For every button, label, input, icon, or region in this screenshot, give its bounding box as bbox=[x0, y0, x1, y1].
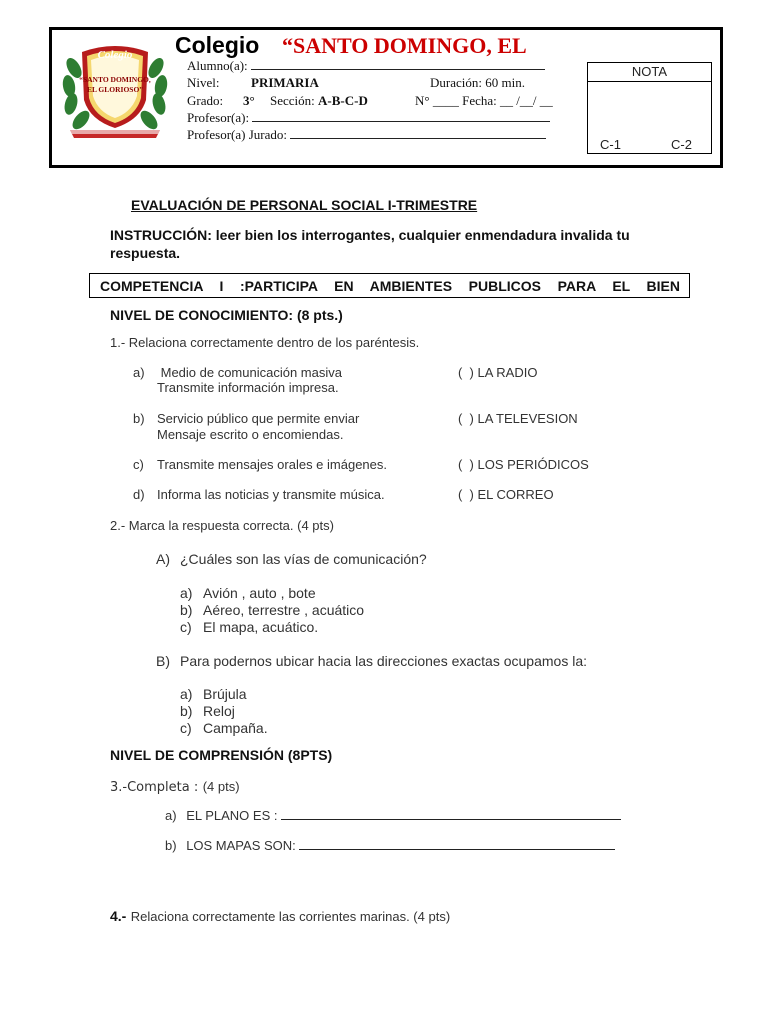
alumno-row bbox=[187, 58, 545, 74]
profesor-label: Profesor(a): bbox=[187, 110, 250, 125]
q4-number: 4.- bbox=[110, 908, 127, 924]
q2a-option-c-letter: c) bbox=[180, 619, 192, 635]
nivel-label: Nivel: bbox=[187, 75, 220, 90]
exam-title: EVALUACIÓN DE PERSONAL SOCIAL I-TRIMESTRE bbox=[131, 197, 478, 213]
q1-item-a-line2: Transmite información impresa. bbox=[157, 380, 339, 395]
q2b-label: B) bbox=[156, 653, 170, 669]
q1-item-a-line1: Medio de comunicación masiva bbox=[157, 365, 342, 380]
q3-item-b-letter: b) bbox=[165, 838, 177, 853]
q1-answer-television[interactable]: ( ) LA TELEVESION bbox=[458, 411, 578, 426]
q2b-option-c-letter: c) bbox=[180, 720, 192, 736]
q2a-label: A) bbox=[156, 551, 170, 567]
q1-answer-periodicos[interactable]: ( ) LOS PERIÓDICOS bbox=[458, 457, 589, 472]
nota-label: NOTA bbox=[588, 63, 711, 82]
q2b-question: Para podernos ubicar hacia las direcciones exactas ocupamos la: bbox=[180, 653, 588, 669]
q3-prompt bbox=[110, 778, 240, 796]
seccion-value: A-B-C-D bbox=[318, 93, 368, 108]
c1-label: C-1 bbox=[600, 137, 621, 152]
c2-label: C-2 bbox=[671, 137, 692, 152]
duracion: Duración: 60 min. bbox=[430, 75, 525, 90]
q1-prompt: 1.- Relaciona correctamente dentro de los paréntesis. bbox=[110, 335, 420, 350]
numero-fecha[interactable]: N° ____ Fecha: __ /__/ __ bbox=[415, 93, 553, 108]
profesor-jurado-field[interactable] bbox=[290, 128, 546, 139]
q1-item-d-letter: d) bbox=[133, 487, 145, 502]
q2a-option-a[interactable]: Avión , auto , bote bbox=[203, 585, 316, 601]
q1-item-b-line1: Servicio público que permite enviar bbox=[157, 411, 360, 426]
logo-text-santo-domingo: “SANTO DOMINGO, bbox=[79, 75, 151, 84]
q1-item-b-line2: Mensaje escrito o encomiendas. bbox=[157, 427, 344, 442]
q2b-option-c[interactable]: Campaña. bbox=[203, 720, 268, 736]
q2a-option-b[interactable]: Aéreo, terrestre , acuático bbox=[203, 602, 365, 618]
nota-box bbox=[587, 62, 712, 154]
colegio-label: Colegio bbox=[175, 32, 260, 58]
q1-answer-radio[interactable]: ( ) LA RADIO bbox=[458, 365, 538, 380]
q2a-question: ¿Cuáles son las vías de comunicación? bbox=[180, 551, 427, 567]
q3-item-b bbox=[165, 837, 615, 853]
q2a-option-a-letter: a) bbox=[180, 585, 193, 601]
nivel-value: PRIMARIA bbox=[251, 75, 319, 90]
q2a-option-b-letter: b) bbox=[180, 602, 193, 618]
q2b-option-b-letter: b) bbox=[180, 703, 193, 719]
profesor-row bbox=[187, 110, 550, 126]
school-name: “SANTO DOMINGO, EL bbox=[282, 33, 527, 58]
q3-item-a-text: EL PLANO ES : bbox=[186, 808, 278, 823]
nivel-conocimiento-heading: NIVEL DE CONOCIMIENTO: (8 pts.) bbox=[110, 307, 343, 323]
q2-prompt: 2.- Marca la respuesta correcta. (4 pts) bbox=[110, 518, 334, 533]
profesor-field[interactable] bbox=[252, 111, 550, 122]
q3-item-a-letter: a) bbox=[165, 808, 177, 823]
seccion-label: Sección: bbox=[270, 93, 315, 108]
q1-item-c-letter: c) bbox=[133, 457, 144, 472]
grado-value: 3° bbox=[243, 93, 255, 108]
logo-text-el-glorioso: EL GLORIOSO” bbox=[86, 85, 144, 94]
q3-item-a-answer-line[interactable] bbox=[281, 807, 621, 820]
alumno-field[interactable] bbox=[251, 59, 545, 70]
q2b-option-a[interactable]: Brújula bbox=[203, 686, 247, 702]
logo-text-colegio: Colegio bbox=[97, 49, 133, 61]
instruction: INSTRUCCIÓN: leer bien los interrogantes, cualquier enmendadura invalida tu respuesta. bbox=[110, 227, 630, 261]
q2b-option-b[interactable]: Reloj bbox=[203, 703, 235, 719]
q3-item-b-text: LOS MAPAS SON: bbox=[186, 838, 296, 853]
q1-item-d-line1: Informa las noticias y transmite música. bbox=[157, 487, 385, 502]
q1-item-b-letter: b) bbox=[133, 411, 145, 426]
school-logo bbox=[60, 38, 170, 142]
q3-prompt-text: 3.-Completa : bbox=[110, 780, 199, 795]
nivel-comprension-heading: NIVEL DE COMPRENSIÓN (8PTS) bbox=[110, 747, 333, 763]
q4-row bbox=[110, 908, 450, 926]
q1-answer-correo[interactable]: ( ) EL CORREO bbox=[458, 487, 554, 502]
q3-item-a bbox=[165, 807, 621, 823]
q1-item-a-letter: a) bbox=[133, 365, 145, 380]
grado-label: Grado: bbox=[187, 93, 224, 108]
q2b-option-a-letter: a) bbox=[180, 686, 193, 702]
q3-item-b-answer-line[interactable] bbox=[299, 837, 615, 850]
competencia-text: COMPETENCIA I :PARTICIPA EN AMBIENTES PUBLICOS PARA EL BIEN bbox=[100, 278, 680, 294]
profesor-jurado-label: Profesor(a) Jurado: bbox=[187, 127, 287, 142]
alumno-label: Alumno(a): bbox=[187, 58, 248, 73]
q1-item-c-line1: Transmite mensajes orales e imágenes. bbox=[157, 457, 388, 472]
q4-prompt: Relaciona correctamente las corrientes marinas. (4 pts) bbox=[130, 909, 451, 924]
profesor-jurado-row bbox=[187, 127, 546, 143]
nivel-row bbox=[187, 75, 220, 91]
q2a-option-c[interactable]: El mapa, acuático. bbox=[203, 619, 319, 635]
q3-prompt-pts: (4 pts) bbox=[202, 779, 240, 794]
